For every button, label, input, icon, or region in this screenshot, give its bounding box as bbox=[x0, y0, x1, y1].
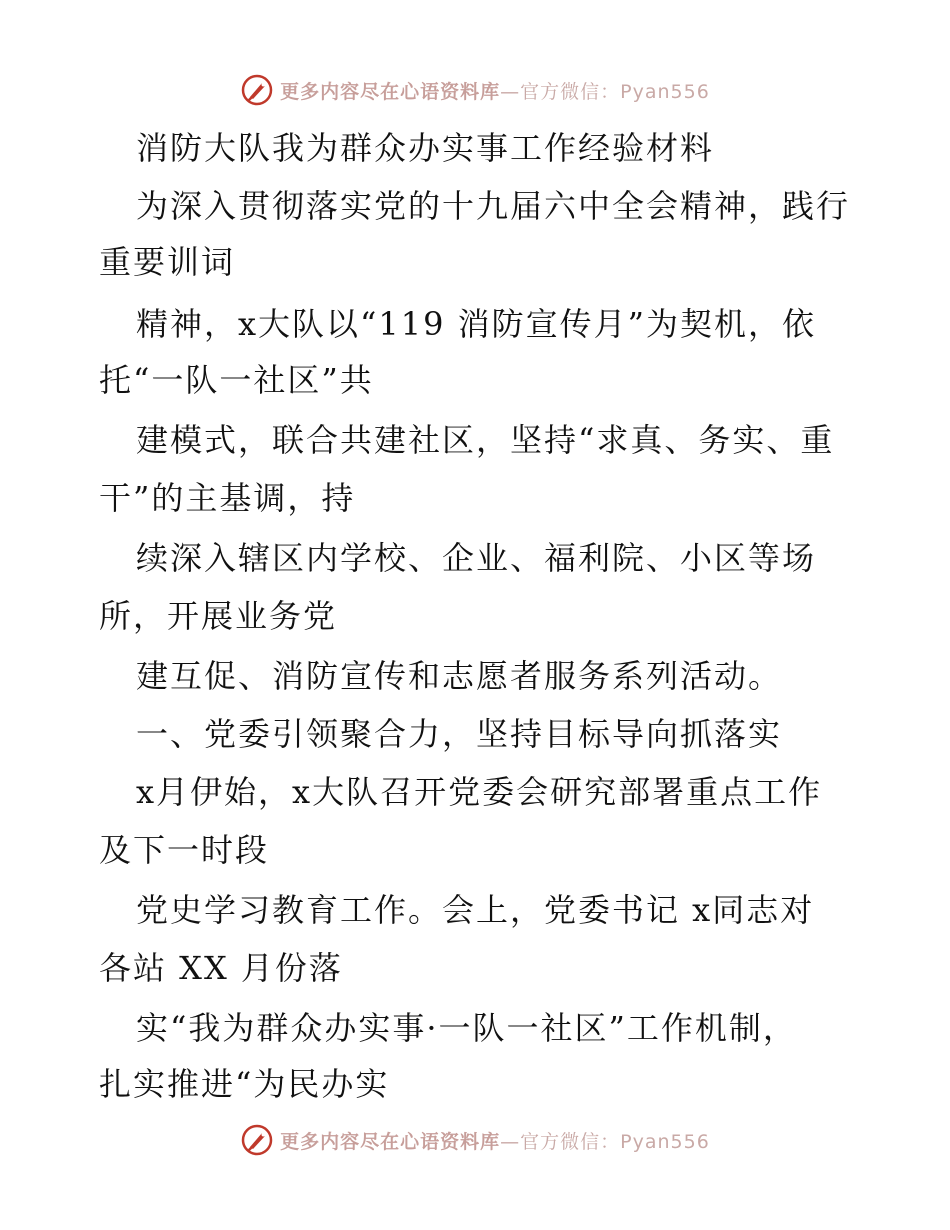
header-dash: — bbox=[500, 80, 521, 103]
paragraph-line: 干”的主基调，持 bbox=[99, 479, 356, 517]
footer-site-text: 更多内容尽在心语资料库 bbox=[280, 1130, 501, 1153]
pen-nib-logo-icon bbox=[240, 73, 274, 107]
footer-dash: — bbox=[500, 1130, 521, 1153]
paragraph-line: 扎实推进“为民办实 bbox=[99, 1065, 390, 1103]
paragraph-line: 为深入贯彻落实党的十九届六中全会精神，践行 bbox=[136, 187, 851, 225]
paragraph-line: 各站 XX 月份落 bbox=[99, 949, 343, 987]
footer-banner-text bbox=[280, 1127, 710, 1154]
document-title: 消防大队我为群众办实事工作经验材料 bbox=[136, 129, 715, 167]
paragraph-line: 重要训词 bbox=[99, 243, 236, 281]
paragraph-line: x月伊始，x大队召开党委会研究部署重点工作 bbox=[136, 773, 823, 811]
footer-contact-text: 官方微信：Pyan556 bbox=[520, 1130, 710, 1153]
paragraph-line: 建模式，联合共建社区，坚持“求真、务实、重 bbox=[136, 421, 835, 459]
header-site-text: 更多内容尽在心语资料库 bbox=[280, 80, 501, 103]
paragraph-line: 党史学习教育工作。会上，党委书记 x同志对 bbox=[136, 891, 815, 929]
header-contact-text: 官方微信：Pyan556 bbox=[520, 80, 710, 103]
header-banner bbox=[0, 70, 950, 110]
paragraph-line: 所，开展业务党 bbox=[99, 597, 338, 635]
footer-banner bbox=[0, 1120, 950, 1160]
header-banner-text bbox=[280, 77, 710, 104]
paragraph-line: 托“一队一社区”共 bbox=[99, 361, 374, 399]
paragraph-line: 建互促、消防宣传和志愿者服务系列活动。 bbox=[136, 657, 783, 695]
paragraph-line: 续深入辖区内学校、企业、福利院、小区等场 bbox=[136, 539, 817, 577]
paragraph-line: 及下一时段 bbox=[99, 831, 270, 869]
section-heading: 一、党委引领聚合力，坚持目标导向抓落实 bbox=[136, 715, 783, 753]
paragraph-line: 实“我为群众办实事·一队一社区”工作机制， bbox=[136, 1009, 797, 1047]
pen-nib-logo-icon bbox=[240, 1123, 274, 1157]
paragraph-line: 精神，x大队以“119 消防宣传月”为契机，依 bbox=[136, 305, 817, 343]
